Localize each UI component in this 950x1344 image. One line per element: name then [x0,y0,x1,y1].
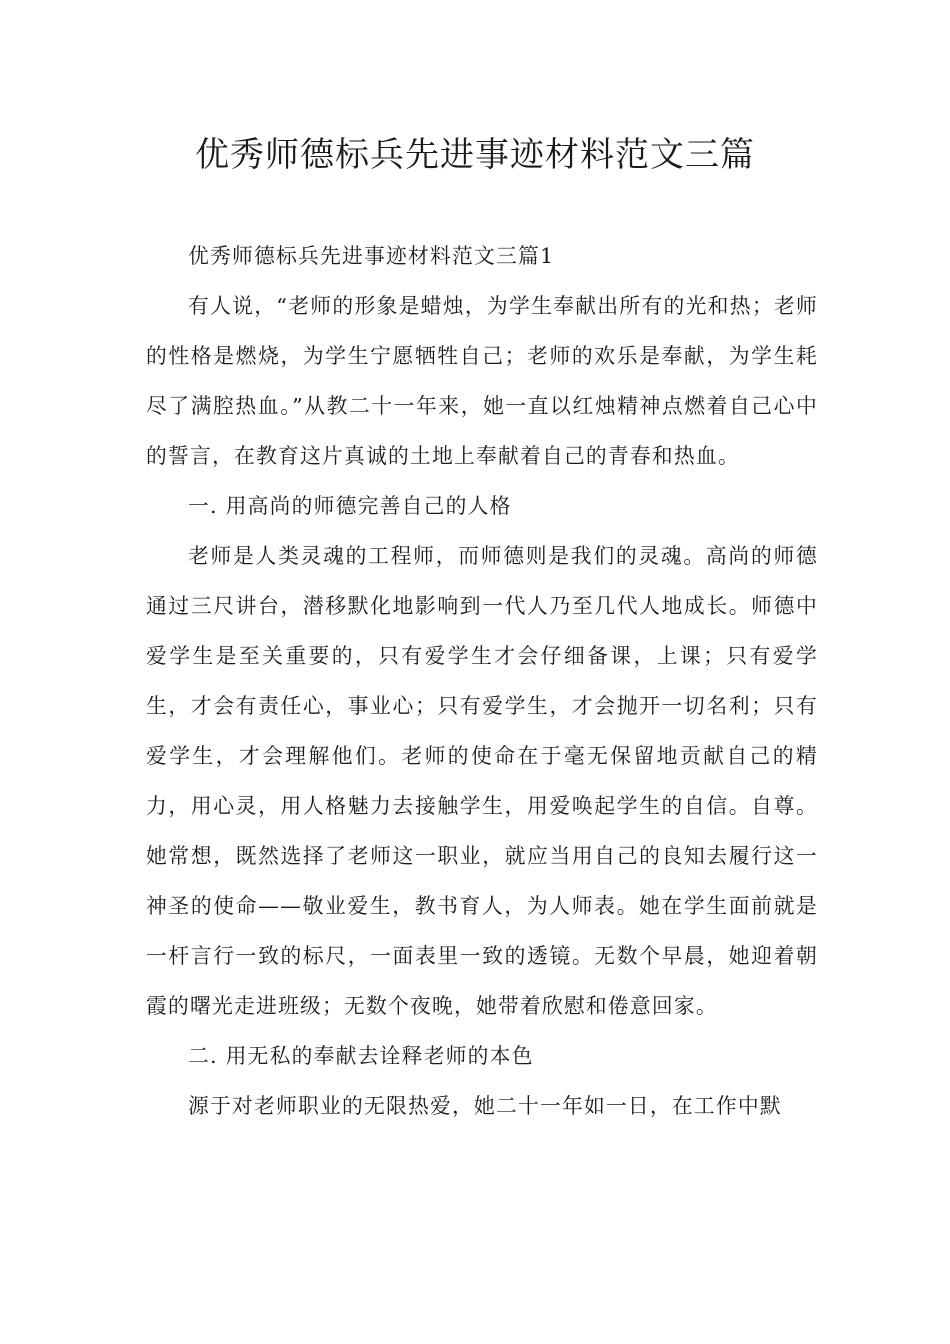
paragraph-intro: 有人说，“老师的形象是蜡烛，为学生奉献出所有的光和热；老师的性格是燃烧，为学生宁愿牺牲自己；老师的欢乐是奉献，为学生耗尽了满腔热血。”从教二十一年来，她一直以红烛精神点燃着自己心中的誓言，在教育这片真诚的土地上奉献着自己的青春和热血。 [146,294,818,468]
paragraph-teacher-ethics: 老师是人类灵魂的工程师，而师德则是我们的灵魂。高尚的师德通过三尺讲台，潜移默化地影响到一代人乃至几代人地成长。师德中爱学生是至关重要的，只有爱学生才会仔细备课，上课；只有爱学生，才会有责任心，事业心；只有爱学生，才会抛开一切名利；只有爱学生，才会理解他们。老师的使命在于毫无保留地贡献自己的精力，用心灵，用人格魅力去接触学生，用爱唤起学生的自信。自尊。她常想，既然选择了老师这一职业，就应当用自己的良知去履行这一神圣的使命——敬业爱生，教书育人，为人师表。她在学生面前就是一杆言行一致的标尺，一面表里一致的透镜。无数个早晨，她迎着朝霞的曙光走进班级；无数个夜晚，她带着欣慰和倦意回家。 [146,544,818,1018]
document-body [146,231,818,1131]
document-title: 优秀师德标兵先进事迹材料范文三篇 [195,135,755,175]
section-heading-2: 二. 用无私的奉献去诠释老师的本色 [188,1044,534,1068]
section-heading-1: 一. 用高尚的师德完善自己的人格 [188,494,512,518]
paragraph-dedication: 源于对老师职业的无限热爱，她二十一年如一日，在工作中默 [188,1094,782,1118]
article-subtitle: 优秀师德标兵先进事迹材料范文三篇1 [188,244,555,268]
